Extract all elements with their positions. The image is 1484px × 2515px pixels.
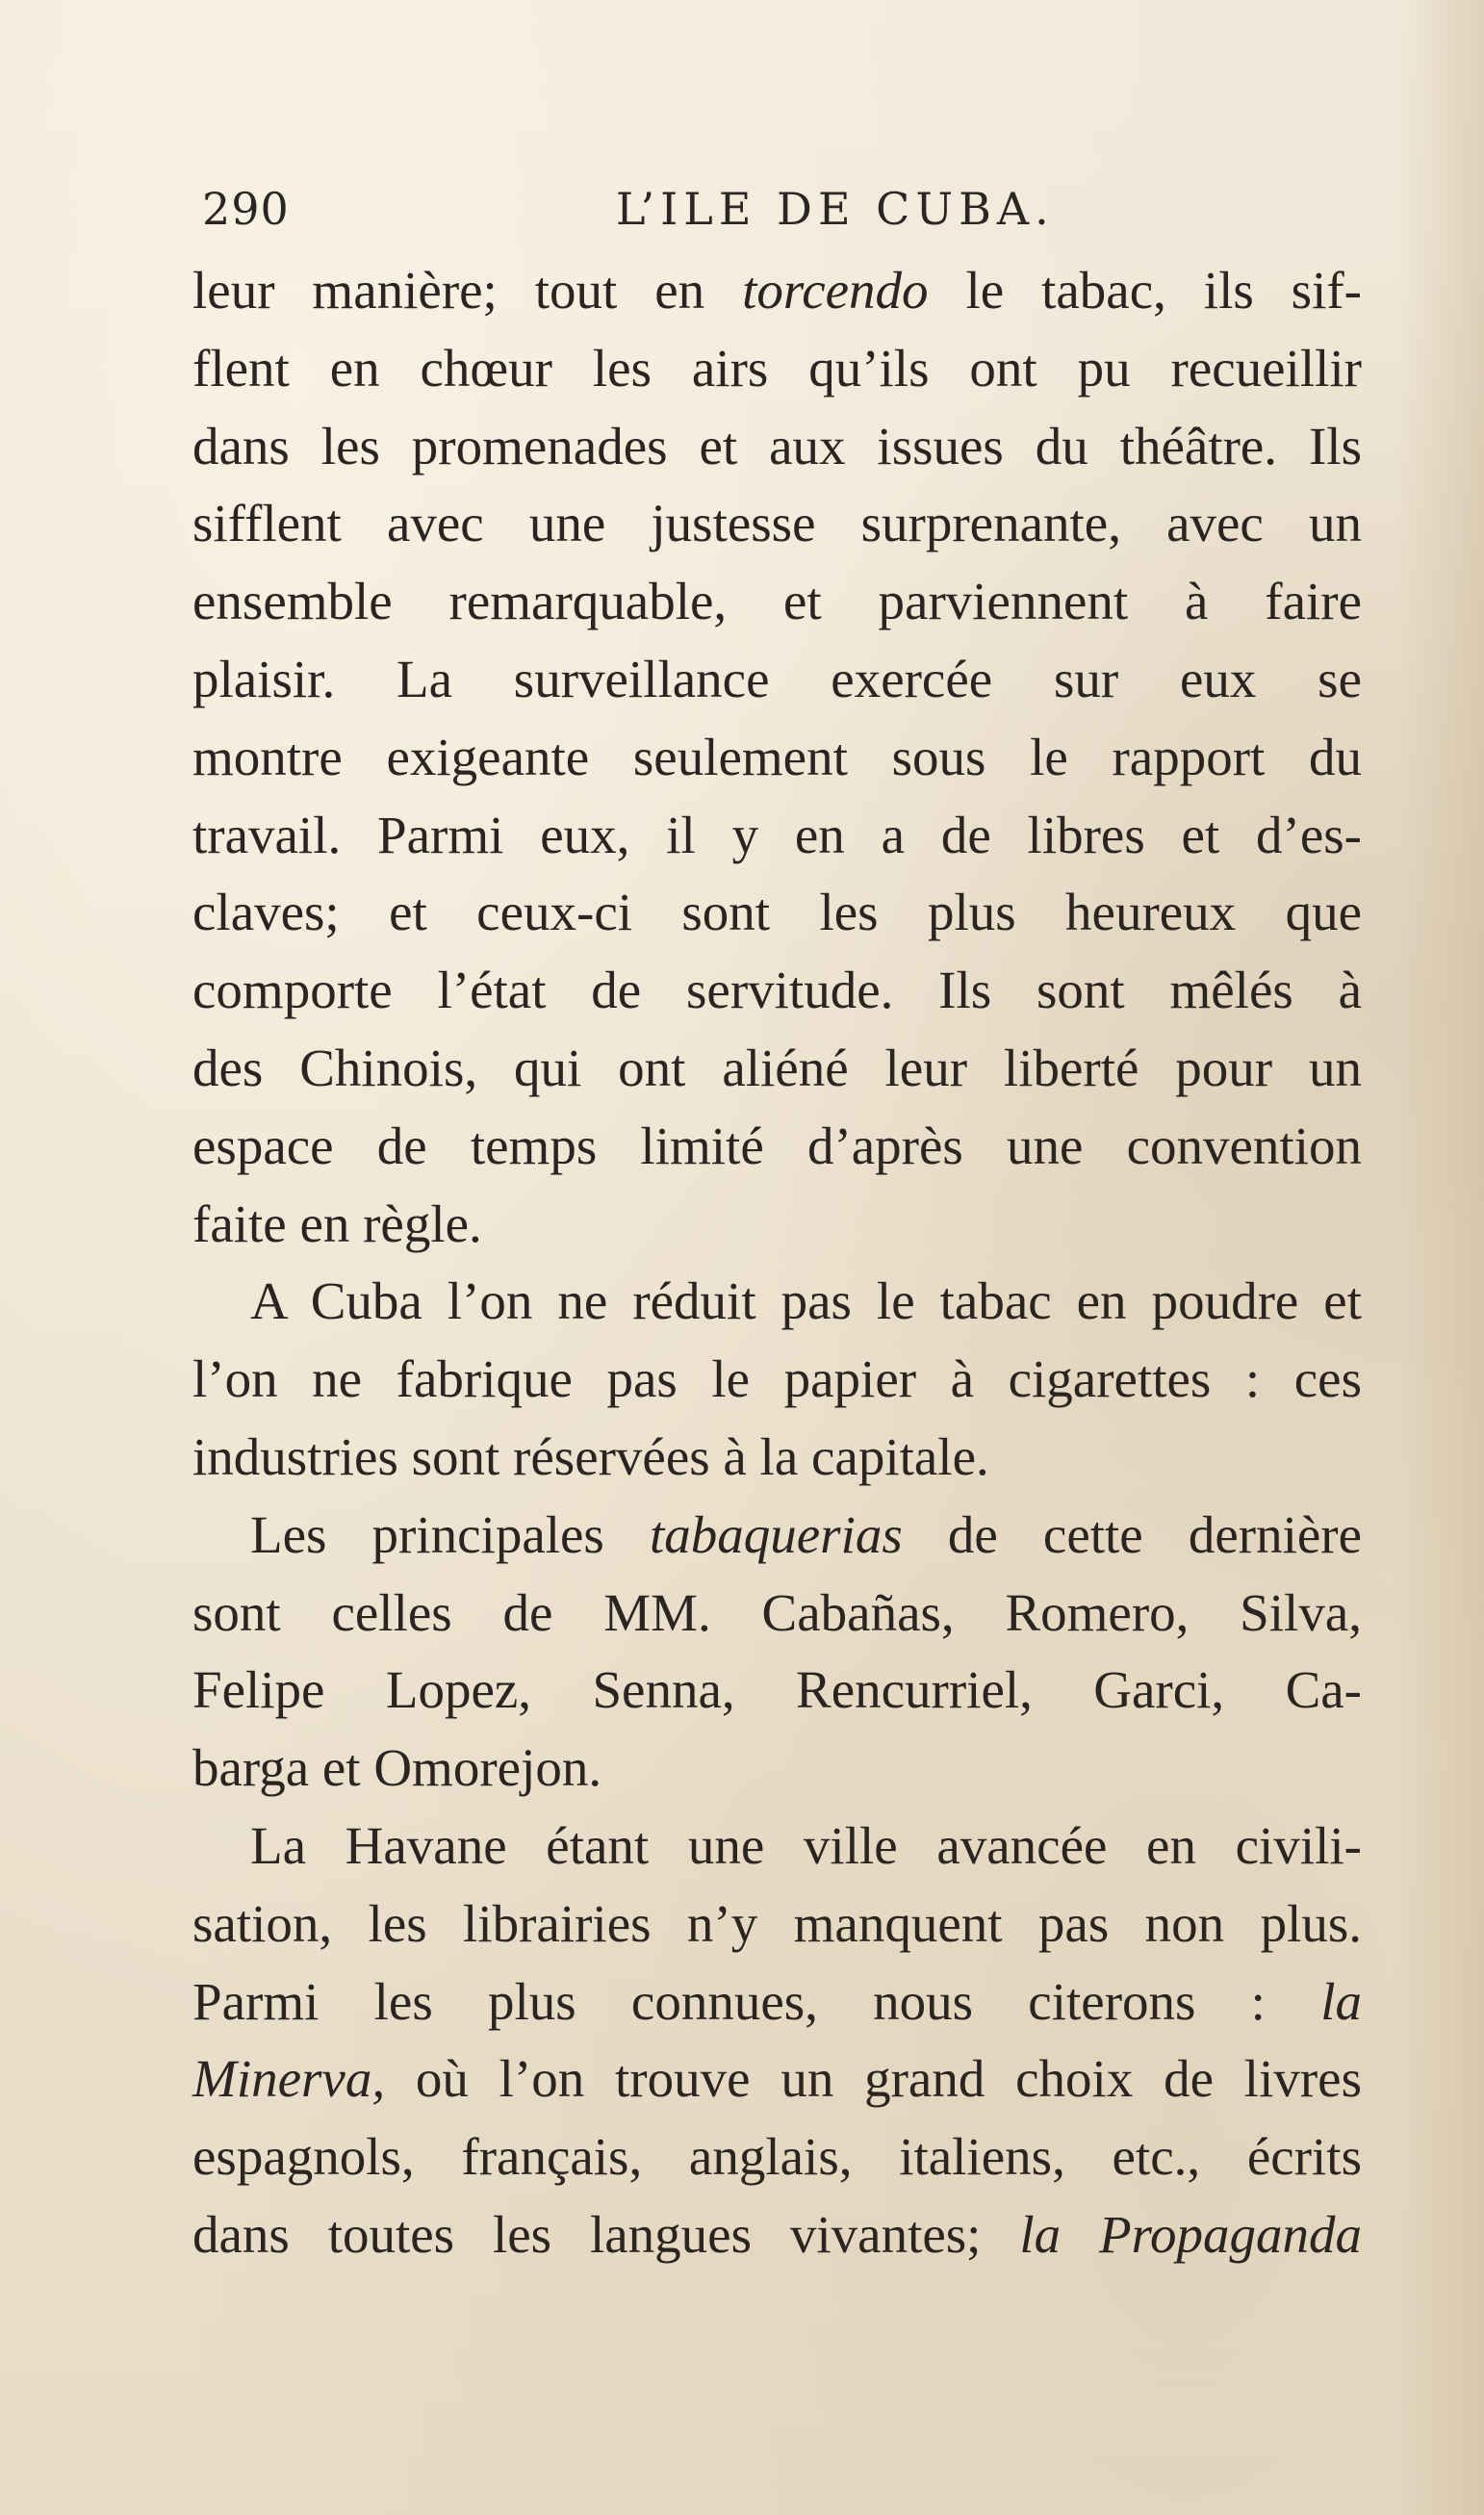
text-line: espagnols, français, anglais, italiens, etc., écrits (192, 2127, 1362, 2187)
text-line: Parmi les plus connues, nous citerons : la (192, 1971, 1362, 2031)
text-line: dans toutes les langues vivantes; la Propaganda (192, 2204, 1362, 2264)
text-line: sifflent avec une justesse surprenante, avec un (192, 494, 1362, 553)
paragraph-end-line: industries sont réservées à la capitale. (192, 1426, 989, 1486)
text-line: travail. Parmi eux, il y en a de libres et d’es- (192, 805, 1362, 864)
text-line: l’on ne fabrique pas le papier à cigarettes : ces (192, 1349, 1362, 1409)
paragraph-start-line: La Havane étant une ville avancée en civili- (250, 1815, 1362, 1875)
paragraph-start-line: A Cuba l’on ne réduit pas le tabac en poudre et (250, 1271, 1362, 1331)
text-line: espace de temps limité d’après une convention (192, 1116, 1362, 1175)
text-line: leur manière; tout en torcendo le tabac, ils sif- (192, 261, 1362, 320)
text-line: dans les promenades et aux issues du théâtre. Ils (192, 416, 1362, 475)
body-text (192, 252, 1362, 2274)
paragraph-end-line: barga et Omorejon. (192, 1738, 602, 1798)
paragraph-end-line: faite en règle. (192, 1193, 482, 1253)
text-line: des Chinois, qui ont aliéné leur liberté pour un (192, 1038, 1362, 1097)
text-line: sation, les librairies n’y manquent pas non plus. (192, 1893, 1362, 1953)
text-line: claves; et ceux-ci sont les plus heureux que (192, 883, 1362, 942)
text-line: flent en chœur les airs qu’ils ont pu recueillir (192, 338, 1362, 398)
text-line: Felipe Lopez, Senna, Rencurriel, Garci, Ca- (192, 1660, 1362, 1720)
page-number: 290 (202, 183, 290, 235)
text-line: montre exigeante seulement sous le rapport du (192, 727, 1362, 786)
page-header (0, 183, 1484, 250)
text-line: sont celles de MM. Cabañas, Romero, Silva, (192, 1582, 1362, 1642)
text-line: Minerva, où l’on trouve un grand choix de livres (192, 2049, 1362, 2109)
text-line: plaisir. La surveillance exercée sur eux se (192, 649, 1362, 708)
text-line: comporte l’état de servitude. Ils sont mêlés à (192, 961, 1362, 1020)
text-line: ensemble remarquable, et parviennent à faire (192, 572, 1362, 631)
running-head: L’ILE DE CUBA. (616, 183, 1055, 235)
paragraph-start-line: Les principales tabaquerias de cette dernière (250, 1504, 1362, 1564)
